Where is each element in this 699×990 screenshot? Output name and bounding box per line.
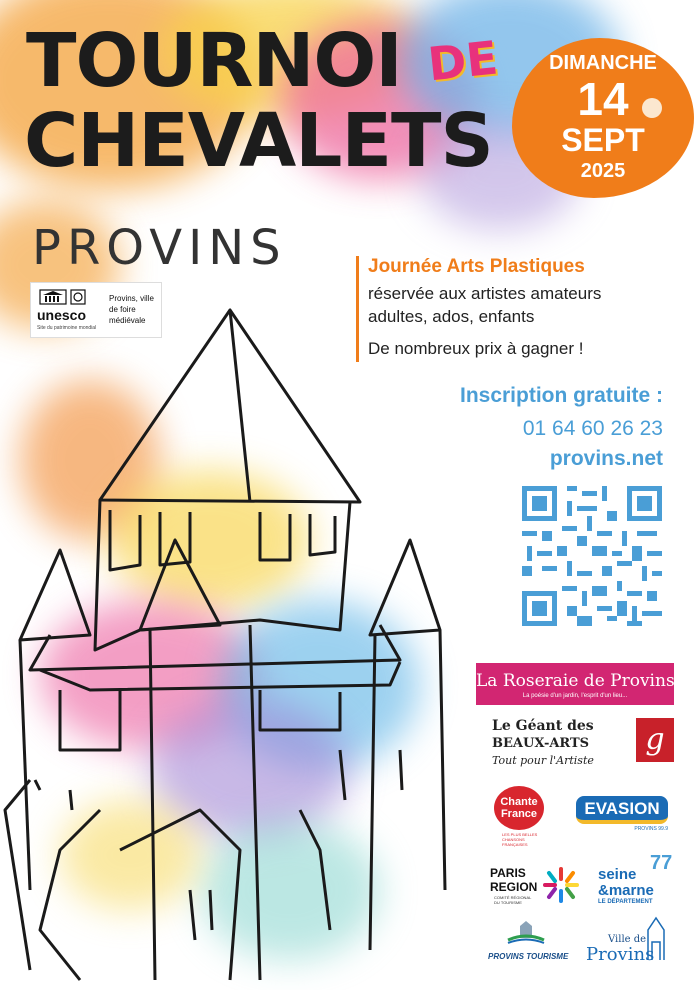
evasion-name: EVASION bbox=[576, 796, 668, 824]
seine-marne-line-1: seine bbox=[598, 866, 637, 883]
date-day: 14 bbox=[577, 73, 629, 125]
paris-region-line-1: PARIS bbox=[490, 866, 526, 880]
unesco-text: Provins, ville de foire médiévale bbox=[109, 294, 154, 325]
sponsor-chante-france bbox=[488, 784, 552, 846]
registration-website[interactable]: provins.net bbox=[549, 447, 663, 470]
provins-tourisme-tower-icon bbox=[506, 918, 546, 944]
evasion-sub: PROVINS 99.9 bbox=[634, 826, 668, 832]
unesco-subtitle: Site du patrimoine mondial bbox=[37, 325, 97, 331]
info-line-2: réservée aux artistes amateurs bbox=[368, 284, 602, 303]
unesco-name: unesco bbox=[37, 307, 87, 323]
title-line-2: CHEVALETS bbox=[24, 98, 493, 184]
date-badge bbox=[512, 38, 694, 198]
date-year: 2025 bbox=[580, 160, 626, 182]
sponsor-paris-region bbox=[482, 862, 582, 908]
sponsor-evasion bbox=[576, 796, 672, 836]
qr-code[interactable] bbox=[522, 486, 662, 626]
provins-tourisme-name: PROVINS TOURISME bbox=[488, 952, 569, 961]
paris-region-line-2: REGION bbox=[490, 880, 538, 894]
paris-region-burst-icon bbox=[542, 866, 580, 904]
geant-line-1: Le Géant des bbox=[492, 718, 594, 734]
chante-france-sub: LES PLUS BELLES CHANSONS FRANÇAISES bbox=[502, 832, 538, 847]
registration-heading: Inscription gratuite : bbox=[459, 384, 663, 407]
roseraie-name: La Roseraie de Provins bbox=[476, 671, 675, 691]
info-headline: Journée Arts Plastiques bbox=[368, 256, 585, 277]
info-line-4: De nombreux prix à gagner ! bbox=[368, 339, 584, 358]
paris-region-sub: COMITÉ RÉGIONAL DU TOURISME bbox=[494, 895, 532, 905]
registration-block bbox=[460, 384, 663, 471]
seine-marne-sub: LE DÉPARTEMENT bbox=[598, 899, 653, 905]
geant-tagline: Tout pour l'Artiste bbox=[492, 754, 594, 767]
info-line-3: adultes, ados, enfants bbox=[368, 307, 535, 326]
title-line-1: TOURNOI bbox=[26, 18, 402, 104]
date-day-of-week: DIMANCHE bbox=[549, 52, 657, 74]
chante-france-name: Chante France bbox=[494, 786, 544, 830]
geant-line-2: BEAUX-ARTS bbox=[492, 736, 590, 751]
city-name: PROVINS bbox=[32, 220, 287, 276]
castle-sketch-illustration bbox=[0, 290, 470, 990]
registration-phone[interactable]: 01 64 60 26 23 bbox=[522, 417, 663, 440]
seine-marne-number: 77 bbox=[650, 852, 673, 874]
ville-provins-line-2: Provins bbox=[586, 944, 655, 965]
date-month: SEPT bbox=[561, 122, 645, 158]
roseraie-tagline: La poésie d'un jardin, l'esprit d'un lieu... bbox=[522, 693, 628, 699]
sponsor-seine-et-marne bbox=[598, 852, 678, 904]
sponsor-geant-beaux-arts bbox=[492, 714, 674, 772]
geant-g-icon: g bbox=[636, 718, 674, 762]
ville-provins-line-1: Ville de bbox=[608, 934, 647, 945]
title-de: DE bbox=[425, 30, 501, 92]
sponsor-provins-tourisme bbox=[488, 918, 570, 962]
seine-marne-line-2: &marne bbox=[598, 882, 654, 899]
info-accent-bar bbox=[356, 256, 359, 362]
sponsor-roseraie bbox=[476, 663, 674, 705]
sponsor-ville-de-provins bbox=[586, 912, 672, 965]
